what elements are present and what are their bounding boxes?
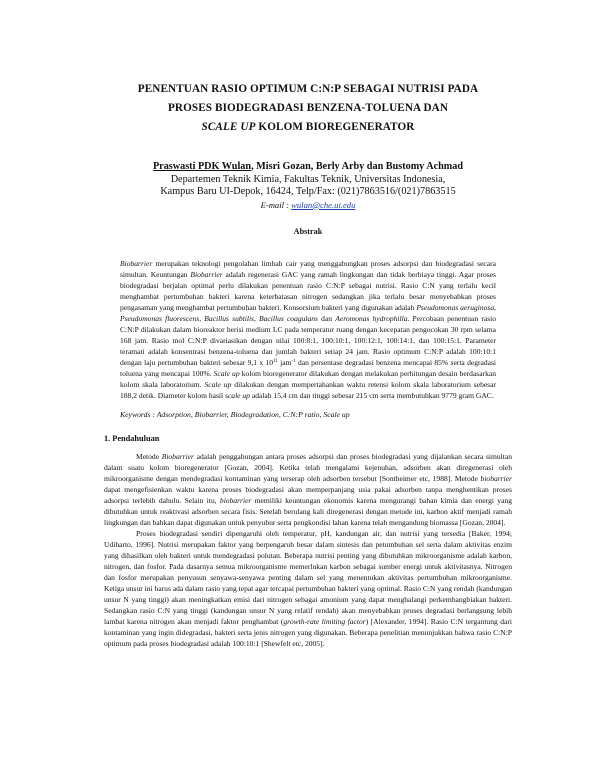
abstract-span: dan persentase degradasi benzena mencapai 85% serta degradasi toluena yang mencapai 100%. [120, 358, 496, 378]
abstract-text [120, 258, 496, 401]
paper-title [104, 80, 512, 137]
body-term: growth-rate limiting factor [283, 617, 366, 626]
first-author: Praswasti PDK Wulan [152, 161, 252, 172]
abstract-term: Biobarrier [120, 259, 153, 268]
abstract-superscript: 11 [273, 359, 278, 364]
abstract-span: adalah regenerasi GAC yang ramah lingkungan dan tidak berbiaya tinggi. Agar proses biodegradasi berjalan optimal perlu dilakukan penentuan rasio C:N:P sebagai nutrisi. Rasio C:N yang terlalu kecil menghambat pertumbuhan bakteri karena keterbatasan nitrogen sedangkan jika terlalu besar menyebabkan proses pengasaman yang menghambat pertumbuhan bakteri. Konsorsium bakteri yang digunakan adalah [120, 270, 496, 312]
abstract-span: jam [277, 358, 292, 367]
abstract-term: Pseudomonas aeruginosa, Pseudomonas fluorescens, Bacillus subtilis, Bacillus coagulans [120, 303, 496, 323]
title-scale-up: SCALE UP [201, 121, 256, 133]
abstract-term: Scale up [204, 380, 232, 389]
abstract-span: dilakukan dengan mempertahankan waktu retensi kolom skala laboratorium sebesar 188,2 detik. Diameter kolom hasil [120, 380, 496, 400]
paragraph-2 [104, 528, 512, 649]
abstract-superscript: -1 [291, 359, 296, 364]
keywords: Keywords : Adsorption, Biobarrier, Biodegradation, C:N:P ratio, Scale up [120, 410, 350, 419]
address: Kampus Baru UI-Depok, 16424, Telp/Fax: (021)7863516/(021)7863515 [160, 186, 456, 197]
abstract-span: merupakan teknologi pengolahan limbah cair yang menggabungkan proses adsorpsi dan biodegradasi secara simultan. Keuntungan [120, 259, 496, 279]
section-heading-introduction: 1. Pendahuluan [104, 434, 160, 443]
paragraph-1 [104, 451, 512, 528]
abstract-term: Biobarrier [190, 270, 223, 279]
abstract-heading: Abstrak [293, 227, 323, 236]
body-span: Proses biodegradasi sendiri dipengaruhi oleh temperatur, pH, kandungan air, dan nutrisi yang tersedia [Baker, 1994; Udiharto, 1996]. Nutrisi merupakan faktor yang berpengaruh besar dalam sintesis dan petumbuhan sel serta dalam aktivitas enzim yang dihasilkan oleh bakteri untuk mendegradasi polutan. Beberapa nutrisi penting yang dibutuhkan mikroorganisme adalah karbon, nitrogen, dan fosfor. Pada dasarnya semua mikroorganisme memerlukan karbon sebagai sumber energi untuk aktivitasnya. Nitrogen dan fosfor merupakan penyusun senyawa-senyawa penting dalam sel yang menentukan aktivitas pertumbuhan mikroorganisme. Ketiga unsur ini harus ada dalam rasio yang tepat agar tercapai pertumbuhan bakteri yang optimal. Rasio C:N yang rendah (kandungan unsur N yang tinggi) akan meningkatkan emisi dari nitrogen sebagai amonium yang dapat menghalangi perkembangbiakan bakteri. Sedangkan rasio C:N yang tinggi (kandungan unsur N yang relatif rendah) akan menyebabkan proses degradasi berlangsung lebih lambat karena nitrogen akan menjadi faktor penghambat ( [104, 529, 512, 626]
email-line [104, 199, 512, 212]
email-label: E-mail : [260, 199, 292, 210]
affiliation: Departemen Teknik Kimia, Fakultas Teknik, Universitas Indonesia, [170, 173, 446, 185]
title-line-2: PROSES BIODEGRADASI BENZENA-TOLUENA DAN [167, 102, 449, 114]
introduction-body [104, 451, 512, 649]
title-line-1: PENENTUAN RASIO OPTIMUM C:N:P SEBAGAI NUTRISI PADA [137, 83, 479, 95]
body-span: adalah penggabungan antara proses adsorpsi dan proses biodegradasi yang dijalankan secara simultan dalam suatu kolom bioregenerator [Gozan, 2004]. Ketika telah mengalami kejenuhan, adsorben akan diregenerasi oleh mikroorganisme dengan mendegradasi kontaminan yang terserap oleh adsorben tersebut [Sontheimer etc, 1988]. Metode [104, 452, 512, 483]
abstract-span: . Percobaan penentuan rasio C:N:P dilakukan dalam bioreaktor herisi medium LC pada temperatur ruang dengan kecepatan pengocokan 30 rpm selama 168 jam. Rasio mol C:N:P divariasikan dengan nilai 100:8:1, 100:10:1, 100:12:1, 100:14:1, dan 100:15:1. Parameter teramati adalah konsentrasi benzena-toluena dan jumlah bakteri setiap 24 jam. Rasio optimum C:N:P adalah 100:10:1 dengan laju pertumbuhan bakteri sebesar 9,1 x 10 [120, 314, 497, 367]
body-term: Biobarrier [161, 452, 194, 461]
email-link[interactable]: wulan@che.ui.edu [291, 199, 356, 210]
abstract-term: Scale up [213, 369, 240, 378]
body-span: ) [Alexander, 1994]. Rasio C:N tergantung dari kontaminan yang ingin didegradasi, bakteri serta jenis nitrogen yang digunakan. Beberapa penelitian menunjukkan bahwa rasio C:N:P optimum pada proses biodegradasi adalah 100:10:1 [Shewfelt etc, 2005]. [104, 617, 512, 648]
title-line-3 [104, 118, 512, 137]
author-list [104, 161, 512, 174]
body-term: biobarrier [219, 496, 252, 505]
body-span: Metode [136, 452, 162, 461]
abstract-span: kolom bioregenerator dilakukan dengan melakukan perhitungan desain berdasarkan kolom skala laboratorium. [120, 369, 497, 389]
abstract-term: Aeromonas hydrophilla [335, 314, 408, 323]
abstract-term: scale up [225, 391, 250, 400]
co-authors: , Misri Gozan, Berly Arby dan Bustomy Achmad [251, 161, 464, 172]
title-line-3-rest: KOLOM BIOREGENERATOR [255, 121, 415, 133]
body-term: biobarrier [480, 474, 512, 483]
body-span: memiliki keuntungan ekonomis karena mengurangi bahan kimia dan energi yang dibutuhkan untuk reaktivasi adsorben secara fisis. Setelah berulang kali diregenerasi dengan metode ini, karbon aktif menjadi ramah lingkungan dan bahkan dapat digunakan untuk penyubur serta pengkondisi lahan karena telah mengandung biomassa [Gozan, 2004]. [104, 496, 512, 527]
author-block [104, 161, 512, 211]
body-span: dapat mengefisienkan waktu karena proses biodegradasi akan memperpanjang usia pakai adsorben tanpa menghentikan proses adsorpsi terlebih dahulu. Selain itu, [104, 485, 512, 505]
abstract-span: dan [317, 314, 336, 323]
abstract-span: adalah 15,4 cm dan tinggi sebesar 215 cm serta membutuhkan 9779 gram GAC. [249, 391, 494, 400]
